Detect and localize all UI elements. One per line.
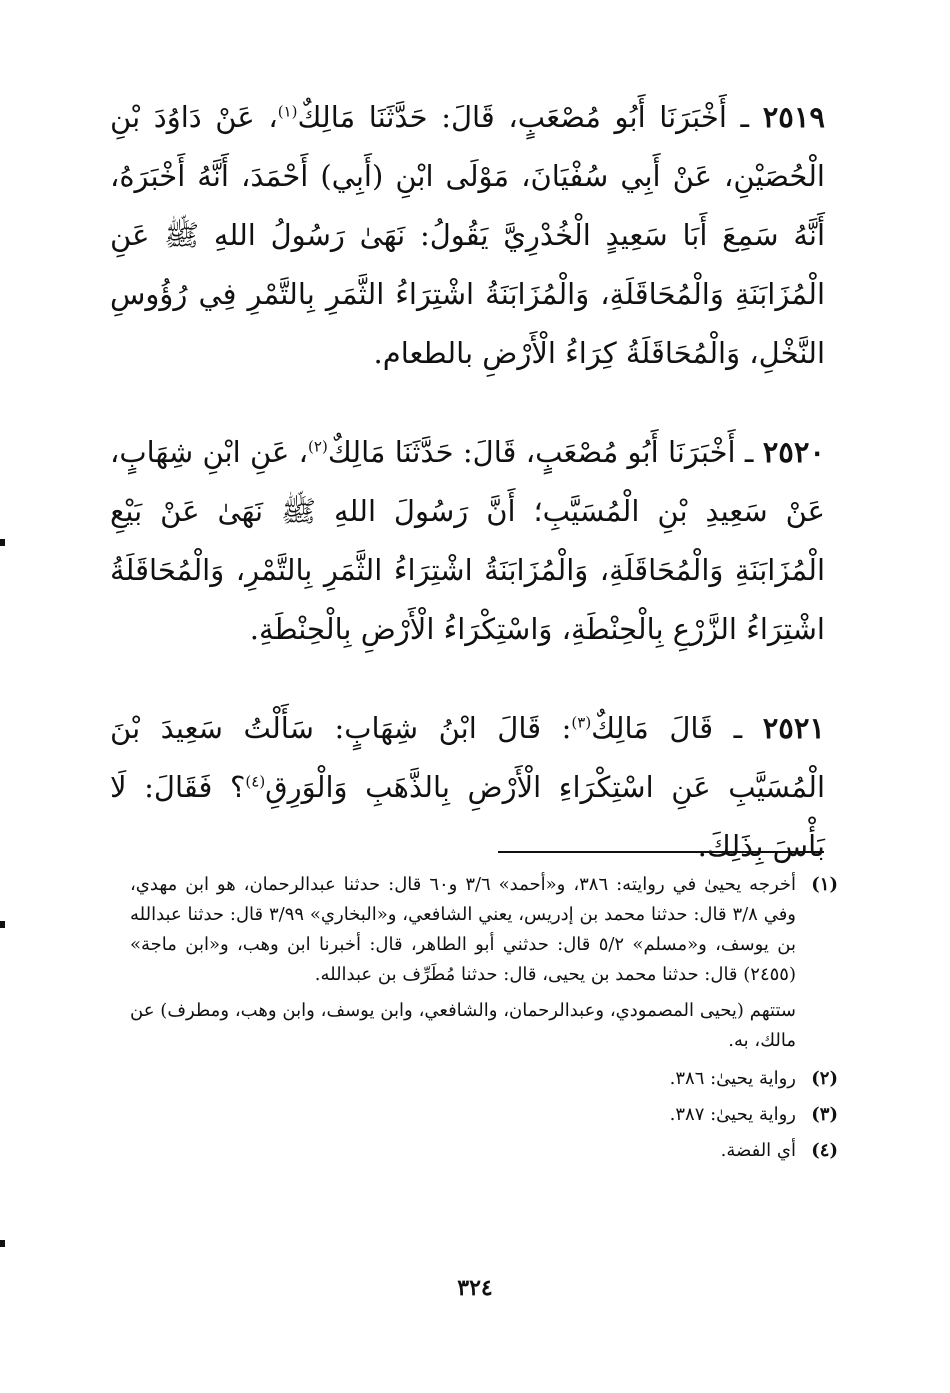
footnote-ref[interactable]: (١) [277,102,298,121]
scan-margin-mark [0,539,5,546]
footnote-text: أي الفضة. [720,1140,796,1161]
footnote-number: (٢) [811,1068,838,1089]
hadith-text: ، عَنْ دَاوُدَ بْنِ الْحُصَيْنِ، عَنْ أَبِي سُفْيَانَ، مَوْلَى ابْنِ (أَبِي) أَحْمَدَ، أَنَّهُ أَخْبَرَهُ، أَنَّهُ سَمِعَ أَبَا سَعِيدٍ الْخُدْرِيَّ يَقُولُ: نَهَىٰ رَسُولُ اللهِ ﷺ عَنِ الْمُزَابَنَةِ وَالْمُحَاقَلَةِ، وَالْمُزَابَنَةُ اشْتِرَاءُ الثَّمَرِ بِالتَّمْرِ فِي رُؤُوسِ النَّخْلِ، وَالْمُحَاقَلَةُ كِرَاءُ الْأَرْضِ بالطعام. [110,100,825,370]
hadith-number: ٢٥٢١ [762,711,825,745]
hadith-text: : قَالَ ابْنُ شِهَابٍ: سَأَلْتُ سَعِيدَ بْنَ الْمُسَيَّبِ عَنِ اسْتِكْرَاءِ الْأَرْضِ بِالذَّهَبِ وَالْوَرِقِ [110,711,826,804]
footnotes [130,870,838,1172]
footnote-text: أخرجه يحيىٰ في روايته: ٣٨٦، و«أحمد» ٣/٦ و٦٠ قال: حدثنا عبدالرحمان، هو ابن مهدي، وفي ٣/٨ قال: حدثنا محمد بن إدريس، يعني الشافعي، و«البخاري» ٣/٩٩ قال: حدثنا عبدالله بن يوسف، و«مسلم» ٥/٢ قال: حدثني أبو الطاهر، قال: أخبرنا ابن وهب، و«ابن ماجة» (٢٤٥٥) قال: حدثنا محمد بن يحيى، قال: حدثنا مُطَرِّف بن عبدالله. [130,874,797,985]
footnote-2 [130,1064,838,1094]
hadith-2519 [110,88,825,383]
footnote-ref[interactable]: (٢) [308,437,328,456]
hadith-2520 [110,423,825,659]
hadith-text: ـ قَالَ مَالِكٌ [591,711,763,745]
page-number: ٣٢٤ [457,1275,493,1301]
scan-margin-mark [0,1240,5,1247]
hadith-text: ؟ فَقَالَ: لَا بَأْسَ بِذَلِكَ. [110,770,825,863]
footnote-text: رواية يحيىٰ: ٣٨٦. [669,1068,796,1089]
footnote-divider [498,851,824,853]
scan-margin-mark [0,921,5,928]
hadith-text: ـ أَخْبَرَنَا أَبُو مُصْعَبٍ، قَالَ: حَدَّثَنَا مَالِكٌ [327,435,763,469]
footnote-4 [130,1136,838,1166]
hadith-number: ٢٥٢٠ [762,435,826,469]
hadith-text: ـ أَخْبَرَنَا أَبُو مُصْعَبٍ، قَالَ: حَدَّثَنَا مَالِكٌ [297,100,763,134]
footnote-number: (٤) [811,1140,838,1161]
footnote-1-note: ستتهم (يحيى المصمودي، وعبدالرحمان، والشافعي، وابن يوسف، وابن وهب، ومطرف) عن مالك، به. [130,1000,796,1051]
footnote-ref[interactable]: (٤) [245,772,266,791]
main-text [110,88,825,916]
footnote-text: رواية يحيىٰ: ٣٨٧. [669,1104,796,1125]
footnote-number: (١) [811,874,838,895]
footnote-ref[interactable]: (٣) [571,713,592,732]
footnote-number: (٣) [811,1104,838,1125]
hadith-text: ، عَنِ ابْنِ شِهَابٍ، عَنْ سَعِيدِ بْنِ الْمُسَيَّبِ؛ أَنَّ رَسُولَ اللهِ ﷺ نَهَىٰ عَنْ بَيْعِ الْمُزَابَنَةِ وَالْمُحَاقَلَةِ، وَالْمُزَابَنَةُ اشْتِرَاءُ الثَّمَرِ بِالتَّمْرِ، وَالْمُحَاقَلَةُ اشْتِرَاءُ الزَّرْعِ بِالْحِنْطَةِ، وَاسْتِكْرَاءُ الْأَرْضِ بِالْحِنْطَةِ. [110,435,825,646]
footnote-1 [130,870,838,990]
footnote-3 [130,1100,838,1130]
hadith-2521 [110,699,825,876]
hadith-number: ٢٥١٩ [762,100,825,134]
